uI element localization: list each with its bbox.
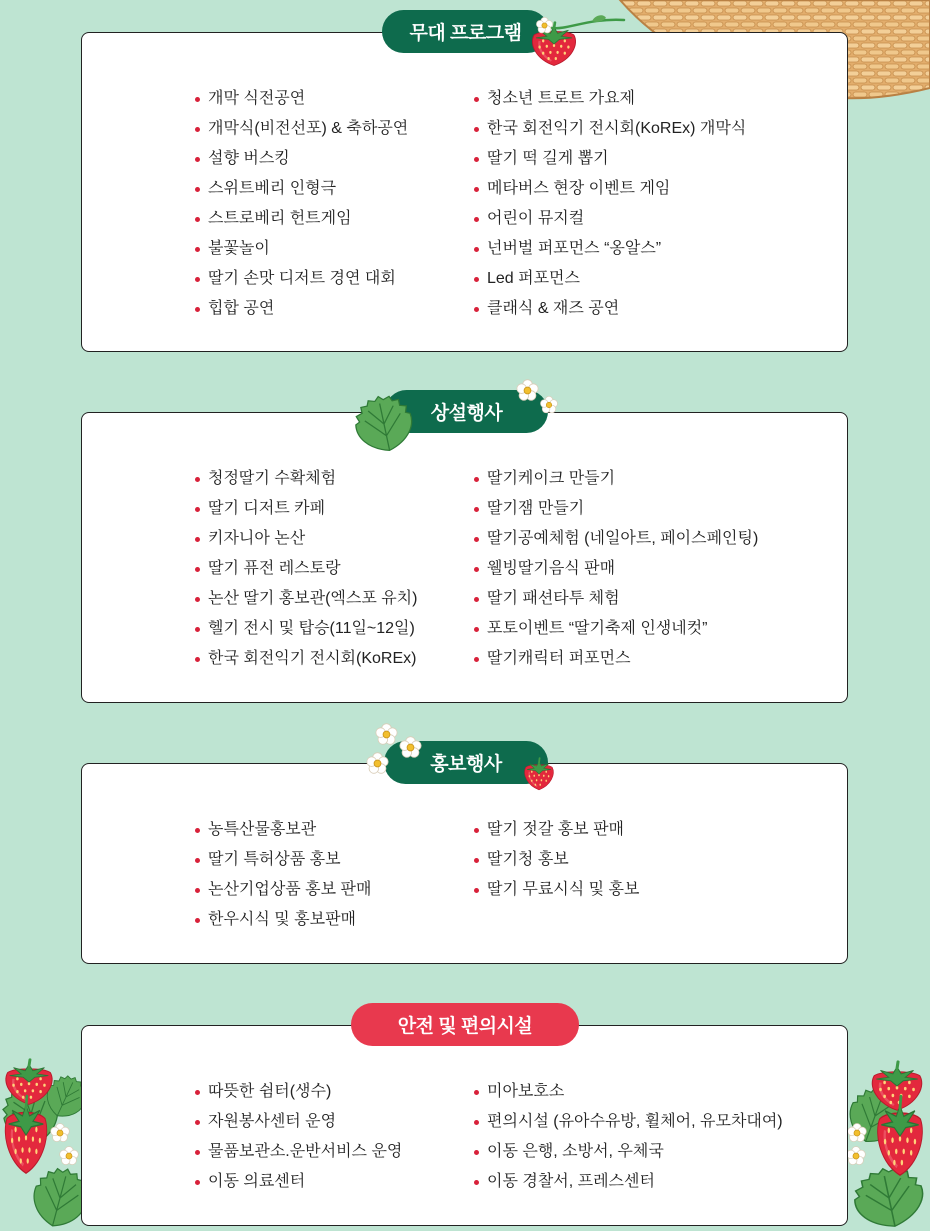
list-item-text: 딸기 패션타투 체험: [487, 590, 620, 607]
program-list-left: [195, 464, 417, 674]
flower-icon: [365, 751, 390, 776]
bullet-dot: [195, 277, 200, 282]
bullet-dot: [195, 918, 200, 923]
list-item-text: 논산기업상품 홍보 판매: [208, 881, 372, 898]
list-item: [195, 494, 417, 524]
list-item-text: 딸기 특허상품 홍보: [208, 851, 341, 868]
bullet-dot: [195, 888, 200, 893]
list-item: [474, 464, 758, 494]
bullet-dot: [474, 277, 479, 282]
list-item-text: 이동 은행, 소방서, 우체국: [487, 1143, 664, 1160]
bullet-dot: [195, 627, 200, 632]
flower-icon: [374, 722, 399, 747]
list-item: [195, 845, 371, 875]
list-item: [474, 584, 758, 614]
bullet-dot: [474, 828, 479, 833]
flower-icon: [846, 1122, 868, 1144]
list-item-text: 한국 회전익기 전시회(KoREx): [208, 650, 417, 667]
section-title: 무대 프로그램: [409, 23, 522, 44]
list-item-text: 개막식(비전선포) & 축하공연: [208, 120, 409, 137]
bullet-dot: [195, 858, 200, 863]
list-item-text: 설향 버스킹: [208, 150, 290, 167]
list-item: [195, 644, 417, 674]
list-item-text: Led 퍼포먼스: [487, 270, 580, 287]
list-item: [474, 815, 639, 845]
list-item-text: 딸기공예체험 (네일아트, 페이스페인팅): [487, 530, 759, 547]
flower-icon: [398, 735, 423, 760]
list-item-text: 물품보관소.운반서비스 운영: [208, 1143, 403, 1160]
bullet-dot: [474, 507, 479, 512]
bullet-dot: [474, 1120, 479, 1125]
bullet-dot: [474, 247, 479, 252]
list-item-text: 어린이 뮤지컬: [487, 210, 585, 227]
list-item: [195, 264, 408, 294]
bullet-dot: [195, 307, 200, 312]
bullet-dot: [195, 127, 200, 132]
bullet-dot: [195, 217, 200, 222]
bullet-dot: [195, 507, 200, 512]
list-item: [195, 1167, 402, 1197]
section-title: 홍보행사: [430, 754, 502, 775]
bullet-dot: [474, 597, 479, 602]
list-item: [474, 644, 758, 674]
list-item-text: 스트로베리 헌트게임: [208, 210, 352, 227]
list-item: [195, 1077, 402, 1107]
list-item-text: 이동 경찰서, 프레스센터: [487, 1173, 655, 1190]
bullet-dot: [195, 187, 200, 192]
list-item-text: 웰빙딸기음식 판매: [487, 560, 616, 577]
list-item: [195, 584, 417, 614]
bullet-dot: [195, 828, 200, 833]
list-item: [474, 875, 639, 905]
list-item-text: 스위트베리 인형극: [208, 180, 337, 197]
list-item: [195, 294, 408, 324]
bullet-dot: [195, 477, 200, 482]
list-item: [474, 554, 758, 584]
bullet-dot: [474, 97, 479, 102]
list-item: [474, 1107, 783, 1137]
bullet-dot: [474, 657, 479, 662]
bullet-dot: [474, 567, 479, 572]
list-item-text: 딸기 손맛 디저트 경연 대회: [208, 270, 396, 287]
flower-icon: [58, 1145, 80, 1167]
program-list-right: [474, 815, 639, 905]
list-item: [195, 554, 417, 584]
bullet-dot: [474, 627, 479, 632]
list-item-text: 논산 딸기 홍보관(엑스포 유치): [208, 590, 418, 607]
list-item: [474, 84, 746, 114]
list-item-text: 미아보호소: [487, 1083, 565, 1100]
flower-icon: [539, 395, 559, 415]
flower-icon: [845, 1145, 867, 1167]
bullet-dot: [474, 477, 479, 482]
list-item: [474, 114, 746, 144]
flower-icon: [49, 1122, 71, 1144]
list-item-text: 메타버스 현장 이벤트 게임: [487, 180, 671, 197]
list-item-text: 딸기 퓨전 레스토랑: [208, 560, 341, 577]
list-item: [474, 1137, 783, 1167]
list-item-text: 클래식 & 재즈 공연: [487, 300, 620, 317]
bullet-dot: [474, 537, 479, 542]
list-item-text: 키자니아 논산: [208, 530, 306, 547]
list-item-text: 딸기 떡 길게 뽑기: [487, 150, 609, 167]
list-item-text: 한국 회전익기 전시회(KoREx) 개막식: [487, 120, 747, 137]
list-item: [195, 464, 417, 494]
program-list-left: [195, 815, 371, 935]
safety-facilities-card: [81, 1025, 848, 1226]
section-title: 안전 및 편의시설: [397, 1016, 533, 1037]
bullet-dot: [474, 858, 479, 863]
list-item-text: 딸기 무료시식 및 홍보: [487, 881, 640, 898]
list-item: [474, 1167, 783, 1197]
list-item-text: 편의시설 (유아수유방, 휠체어, 유모차대여): [487, 1113, 783, 1130]
bullet-dot: [195, 567, 200, 572]
bullet-dot: [195, 537, 200, 542]
strawberry-icon: [521, 757, 557, 791]
list-item: [474, 524, 758, 554]
list-item-text: 청소년 트로트 가요제: [487, 90, 635, 107]
list-item: [195, 815, 371, 845]
list-item: [195, 1137, 402, 1167]
list-item-text: 한우시식 및 홍보판매: [208, 911, 356, 928]
list-item: [195, 114, 408, 144]
list-item: [195, 174, 408, 204]
list-item: [474, 174, 746, 204]
list-item: [195, 614, 417, 644]
flower-icon: [515, 378, 540, 403]
list-item: [474, 204, 746, 234]
list-item-text: 이동 의료센터: [208, 1173, 306, 1190]
list-item-text: 딸기청 홍보: [487, 851, 569, 868]
list-item: [474, 144, 746, 174]
list-item: [474, 294, 746, 324]
flower-icon: [535, 16, 554, 35]
program-list-right: [474, 84, 746, 324]
list-item-text: 딸기 젓갈 홍보 판매: [487, 821, 624, 838]
list-item: [195, 144, 408, 174]
promotion-events-card: [81, 763, 848, 964]
bullet-dot: [474, 157, 479, 162]
list-item-text: 딸기케이크 만들기: [487, 470, 616, 487]
list-item: [195, 204, 408, 234]
list-item: [195, 524, 417, 554]
list-item-text: 넌버벌 퍼포먼스 “옹알스”: [487, 240, 662, 257]
bullet-dot: [474, 1090, 479, 1095]
strawberry-icon: [872, 1094, 928, 1178]
list-item: [195, 875, 371, 905]
list-item: [195, 84, 408, 114]
list-item-text: 딸기캐릭터 퍼포먼스: [487, 650, 631, 667]
program-list-right: [474, 464, 758, 674]
bullet-dot: [195, 157, 200, 162]
list-item: [474, 614, 758, 644]
bullet-dot: [195, 247, 200, 252]
list-item-text: 딸기잼 만들기: [487, 500, 585, 517]
list-item: [195, 1107, 402, 1137]
bullet-dot: [195, 97, 200, 102]
list-item-text: 힙합 공연: [208, 300, 275, 317]
list-item-text: 딸기 디저트 카페: [208, 500, 326, 517]
list-item-text: 농특산물홍보관: [208, 821, 317, 838]
list-item: [474, 494, 758, 524]
list-item-text: 불꽃놀이: [208, 240, 270, 257]
bullet-dot: [474, 1150, 479, 1155]
bullet-dot: [195, 1180, 200, 1185]
list-item: [474, 234, 746, 264]
stage-program-card: [81, 32, 848, 352]
program-list-left: [195, 1077, 402, 1197]
program-list-right: [474, 1077, 783, 1197]
bullet-dot: [474, 888, 479, 893]
bullet-dot: [474, 307, 479, 312]
bullet-dot: [195, 1120, 200, 1125]
bullet-dot: [195, 657, 200, 662]
strawberry-icon: [0, 1094, 52, 1176]
bullet-dot: [195, 597, 200, 602]
list-item: [474, 1077, 783, 1107]
permanent-events-card: [81, 412, 848, 703]
list-item-text: 개막 식전공연: [208, 90, 306, 107]
list-item-text: 포토이벤트 “딸기축제 인생네컷”: [487, 620, 708, 637]
list-item-text: 청정딸기 수확체험: [208, 470, 337, 487]
list-item: [195, 905, 371, 935]
bullet-dot: [195, 1090, 200, 1095]
list-item: [474, 264, 746, 294]
bullet-dot: [195, 1150, 200, 1155]
list-item-text: 헬기 전시 및 탑승(11일~12일): [208, 620, 415, 637]
bullet-dot: [474, 187, 479, 192]
list-item-text: 자원봉사센터 운영: [208, 1113, 337, 1130]
list-item: [195, 234, 408, 264]
section-title-pill: [382, 10, 549, 53]
program-list-left: [195, 84, 408, 324]
bullet-dot: [474, 127, 479, 132]
bullet-dot: [474, 1180, 479, 1185]
bullet-dot: [474, 217, 479, 222]
list-item: [474, 845, 639, 875]
section-title-pill: [351, 1003, 579, 1046]
section-title: 상설행사: [430, 403, 503, 424]
list-item-text: 따뜻한 쉼터(생수): [208, 1083, 332, 1100]
